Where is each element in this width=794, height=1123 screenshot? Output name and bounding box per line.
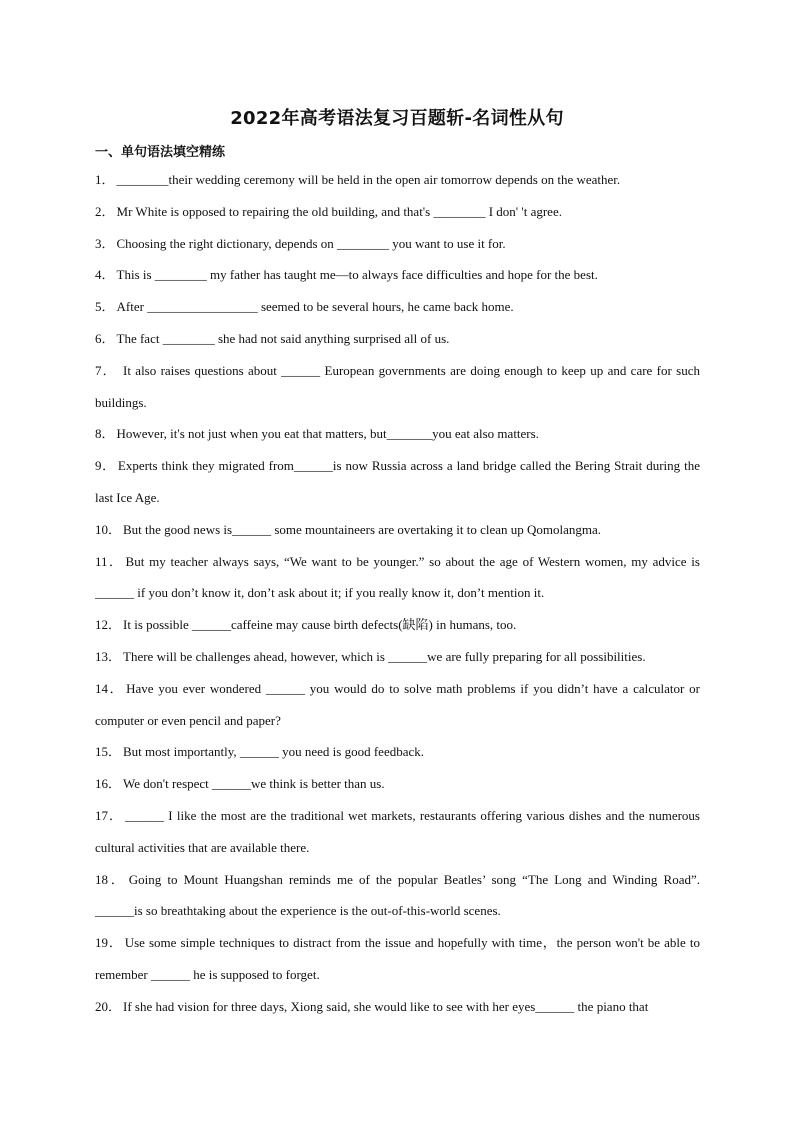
section-heading: 一、单句语法填空精练 [95, 145, 226, 160]
item-text: ______ I like the most are the traditional wet markets, restaurants offering various dishes and the numerous cultural activities that are available there. [95, 807, 700, 855]
exercise-item-3 [95, 228, 700, 260]
exercise-item-2 [95, 196, 700, 228]
item-number: 9． [95, 458, 116, 474]
exercise-item-5 [95, 291, 700, 323]
item-text: However, it's not just when you eat that matters, but_______you eat also matters. [116, 426, 539, 442]
exercise-item-19 [95, 927, 700, 991]
exercise-item-20 [95, 991, 700, 1023]
item-text: After _________________ seemed to be several hours, he came back home. [116, 299, 514, 315]
item-number: 1． [95, 172, 115, 187]
item-number: 19． [95, 935, 123, 951]
exercise-item-7 [95, 355, 700, 419]
item-number: 3． [95, 235, 115, 251]
item-number: 4． [95, 267, 115, 283]
item-number: 15． [95, 744, 122, 760]
item-text: Experts think they migrated from______is now Russia across a land bridge called the Bering Strait during the last Ice Age. [95, 458, 700, 505]
item-text: There will be challenges ahead, however, which is ______we are fully preparing for all possibilities. [123, 648, 646, 664]
exercise-item-18 [95, 864, 700, 928]
item-text: But most importantly, ______ you need is good feedback. [123, 744, 425, 760]
document-title: 2022年高考语法复习百题斩-名词性从句 [230, 108, 564, 129]
item-number: 10． [95, 521, 122, 537]
exercise-item-4 [95, 259, 700, 291]
item-text: It is possible ______caffeine may cause birth defects(缺陷) in humans, too. [123, 617, 517, 633]
item-number: 8． [95, 426, 115, 442]
item-number: 18． [95, 871, 127, 887]
exercise-item-11 [95, 546, 700, 610]
item-text: Mr White is opposed to repairing the old building, and that's ________ I don' 't agree. [116, 203, 562, 219]
exercise-item-16 [95, 768, 700, 800]
item-number: 6． [95, 330, 115, 346]
exercise-item-14 [95, 673, 700, 737]
item-number: 17． [95, 807, 124, 823]
item-text: We don't respect ______we think is better than us. [123, 776, 385, 792]
exercise-list [95, 164, 700, 1023]
item-number: 2． [95, 203, 115, 219]
exercise-item-10 [95, 514, 700, 546]
item-text: Going to Mount Huangshan reminds me of the popular Beatles’ song “The Long and Winding Road”. ______is so breathtaking about the experience is the out-of-this-world scenes. [95, 871, 700, 919]
item-text: But the good news is______ some mountaineers are overtaking it to clean up Qomolangma. [123, 521, 602, 537]
exercise-item-1 [95, 164, 700, 196]
item-text: But my teacher always says, “We want to be younger.” so about the age of Western women, my advice is ______ if you don’t know it, don’t ask about it; if you really know it, don’t mention it. [95, 553, 700, 601]
item-text: Have you ever wondered ______ you would do to solve math problems if you didn’t have a calculator or computer or even pencil and paper? [95, 680, 700, 728]
exercise-item-9 [95, 450, 700, 514]
item-number: 5． [95, 299, 115, 315]
item-text: The fact ________ she had not said anything surprised all of us. [116, 330, 450, 346]
exercise-item-6 [95, 323, 700, 355]
exercise-item-8 [95, 418, 700, 450]
item-text: Choosing the right dictionary, depends on ________ you want to use it for. [116, 235, 506, 251]
item-number: 7． [95, 362, 117, 378]
exercise-item-17 [95, 800, 700, 864]
item-number: 14． [95, 680, 125, 696]
item-number: 13． [95, 648, 122, 664]
item-text: ________their wedding ceremony will be held in the open air tomorrow depends on the weather. [116, 172, 621, 187]
item-text: This is ________ my father has taught me—to always face difficulties and hope for the best. [116, 267, 598, 283]
item-text: It also raises questions about ______ European governments are doing enough to keep up and care for such buildings. [95, 362, 700, 410]
item-text: Use some simple techniques to distract from the issue and hopefully with time，the person won't be able to remember ______ he is supposed to forget. [95, 935, 700, 982]
item-number: 12． [95, 617, 122, 633]
item-number: 20． [95, 998, 122, 1014]
item-number: 16． [95, 776, 122, 792]
item-text: If she had vision for three days, Xiong said, she would like to see with her eyes______ the piano that [123, 998, 649, 1014]
exercise-item-13 [95, 641, 700, 673]
item-number: 11． [95, 553, 124, 569]
exercise-item-15 [95, 736, 700, 768]
exercise-item-12 [95, 609, 700, 641]
